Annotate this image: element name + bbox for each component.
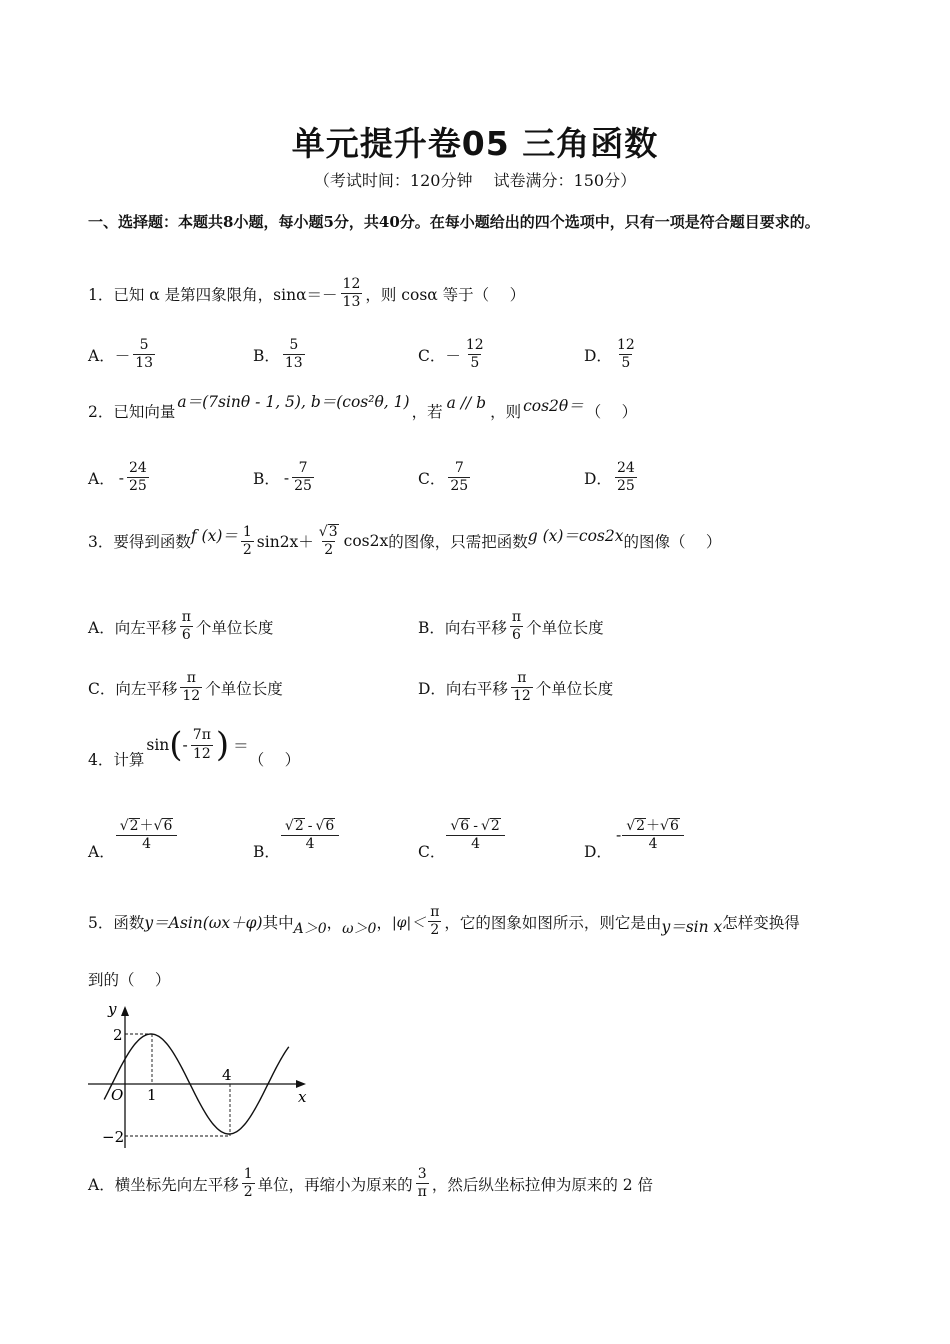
q1-text-a: 1．已知 α 是第四象限角，sinα＝－	[88, 285, 338, 304]
frac-den: 6	[512, 627, 521, 644]
q2-text-d: （ ）	[585, 403, 638, 421]
x-label: x	[298, 1088, 307, 1106]
q3-option-d[interactable]	[418, 671, 613, 705]
q4-option-d[interactable]	[584, 818, 685, 862]
frac-den: π	[417, 1184, 427, 1201]
option-label: B．	[253, 469, 280, 488]
q2-option-d[interactable]	[584, 461, 640, 495]
q2-b-fraction	[292, 461, 314, 495]
radical-sign: √	[284, 818, 294, 834]
frac-num: π	[430, 904, 440, 920]
frac-den: 25	[616, 478, 635, 495]
option-label: A．向左平移	[88, 618, 177, 637]
sign: -	[283, 468, 290, 487]
operator: ＋	[139, 818, 154, 834]
option-label: D．	[584, 843, 612, 862]
frac-num: π	[511, 609, 522, 625]
q5-func-expr: y＝Asin(ωx＋φ)	[144, 913, 263, 932]
q5-text-b: 其中	[262, 913, 294, 932]
q3-f-term1: sin2x＋	[256, 533, 314, 552]
q5-cond-a: A＞0	[293, 920, 327, 937]
q5-a-fraction-1	[242, 1167, 255, 1201]
option-tail: 个单位长度	[195, 618, 274, 637]
frac-den: 12	[192, 745, 211, 762]
q3-option-b[interactable]	[418, 610, 604, 644]
option-label: A．横坐标先向左平移	[88, 1175, 239, 1194]
q4-option-a[interactable]	[88, 818, 178, 862]
q1-fraction	[341, 277, 363, 311]
q2-option-c[interactable]	[418, 461, 473, 495]
sine-graph	[84, 998, 314, 1150]
q1-frac-num: 12	[342, 276, 361, 292]
q3-text-a: 3．要得到函数	[88, 533, 191, 552]
option-label: A．	[88, 843, 115, 862]
q2-text-b: ，若	[411, 403, 443, 421]
option-label: C．	[418, 469, 446, 488]
radicand: 6	[325, 818, 335, 834]
x-axis-arrow	[296, 1080, 306, 1088]
left-paren: (	[169, 725, 183, 765]
frac-den: 12	[182, 688, 201, 705]
radicand: 6	[460, 818, 470, 834]
option-label: B．	[253, 346, 280, 365]
q3-option-a[interactable]	[88, 610, 273, 644]
radical-sign: √	[450, 818, 460, 834]
sign: -	[118, 468, 124, 487]
y-axis-arrow	[121, 1006, 129, 1016]
radicand: 2	[129, 818, 139, 834]
radical-sign: √	[318, 524, 328, 540]
q3-f-lhs: f (x)＝	[190, 527, 238, 546]
operator: -	[473, 818, 478, 834]
option-label: A．	[88, 346, 115, 365]
option-tail: 个单位长度	[535, 679, 614, 698]
frac-den: 2	[242, 541, 252, 558]
radicand: 3	[328, 524, 338, 540]
frac-den: 25	[128, 478, 147, 495]
q4-sin: sin	[146, 736, 170, 754]
frac-den: 5	[621, 355, 631, 372]
frac-num: 5	[139, 337, 149, 353]
frac-num: 24	[128, 460, 147, 476]
operator: ＋	[646, 818, 661, 834]
option-mid: 单位，再缩小为原来的	[257, 1175, 413, 1194]
frac-num: π	[181, 609, 191, 625]
option-label: A．	[88, 469, 115, 488]
q2-vector-expr: a＝(7sinθ - 1, 5), b＝(cos²θ, 1)	[177, 393, 410, 411]
q5-text-c: ，它的图象如图所示，则它是由	[444, 913, 662, 932]
option-label: B．	[253, 843, 280, 862]
frac-den: 25	[294, 478, 312, 495]
q1-option-c[interactable]	[418, 338, 489, 372]
q3-g-expr: g (x)＝cos2x	[527, 527, 624, 546]
q1-option-b[interactable]	[253, 338, 308, 372]
question-1-stem	[88, 277, 525, 311]
q4-a-fraction	[118, 818, 176, 853]
radicand: 2	[294, 818, 304, 834]
frac-num: π	[517, 670, 527, 686]
frac-den: 5	[470, 355, 480, 372]
frac-den: 25	[450, 478, 469, 495]
q2-parallel-cond: a // b	[446, 394, 487, 412]
frac-num: 7	[298, 460, 308, 476]
radical-sign: √	[153, 818, 163, 834]
radicand: 2	[490, 818, 500, 834]
origin-label: O	[111, 1086, 124, 1104]
frac-den: 2	[324, 542, 334, 559]
q2-text-c: ，则	[490, 403, 522, 421]
section-heading: 一、选择题：本题共8小题，每小题5分，共40分。在每小题给出的四个选项中，只有一项是符合题目要求的。	[88, 213, 820, 231]
q3-f-term2: cos2x	[343, 532, 389, 551]
option-tail: ，然后纵坐标拉伸为原来的 2 倍	[431, 1175, 654, 1194]
q5-sin-x: y＝sin x	[661, 917, 723, 936]
option-label: C．向左平移	[88, 679, 178, 698]
q5-cond-phi: |φ|＜	[391, 914, 426, 931]
question-2-stem	[88, 393, 638, 422]
frac-num: 1	[242, 523, 252, 540]
frac-den: 4	[281, 835, 339, 852]
frac-num: 5	[289, 337, 299, 353]
q5-phi-fraction	[428, 905, 441, 939]
radical-sign: √	[315, 818, 325, 834]
q5-text-a: 5．函数	[88, 913, 145, 932]
q4-fraction	[191, 728, 213, 762]
q3-c-fraction	[180, 671, 202, 705]
frac-den: 4	[116, 835, 178, 852]
separator: ，	[376, 913, 392, 932]
frac-den: 4	[622, 835, 684, 852]
q3-option-c[interactable]	[88, 671, 283, 705]
q4-text-b: （ ）	[248, 751, 301, 769]
separator: ，	[326, 913, 343, 932]
q2-option-a[interactable]	[88, 461, 152, 495]
option-label: D．	[584, 469, 612, 488]
radical-sign: √	[119, 818, 129, 834]
option-label: C．	[418, 843, 446, 862]
frac-num: 1	[243, 1166, 253, 1182]
q3-a-fraction	[180, 610, 193, 644]
q1-a-fraction	[133, 338, 155, 372]
option-label: D．向右平移	[418, 679, 508, 698]
frac-num: 24	[616, 460, 635, 476]
q5-stem-continued: 到的（ ）	[88, 971, 171, 989]
frac-den: 2	[430, 922, 440, 939]
frac-num: 12	[616, 337, 635, 353]
q4-c-fraction	[448, 818, 502, 853]
frac-num: 7	[454, 460, 464, 476]
frac-den: 13	[135, 355, 154, 372]
q1-c-fraction	[464, 338, 486, 372]
q4-option-c[interactable]	[418, 818, 506, 862]
q1-d-fraction	[615, 338, 637, 372]
q3-d-fraction	[511, 671, 533, 705]
q1-option-a[interactable]	[88, 338, 158, 372]
tick-2: 2	[113, 1026, 123, 1044]
q2-a-fraction	[127, 461, 149, 495]
option-label: C．	[418, 346, 446, 365]
q4-text-a: 4．计算	[88, 751, 145, 769]
q2-option-b[interactable]	[253, 461, 317, 495]
q5-cond-omega: ω＞0	[342, 920, 377, 937]
radical-sign: √	[626, 818, 636, 834]
frac-num: 12	[465, 337, 484, 353]
q2-text-a: 2．已知向量	[88, 403, 176, 421]
q3-frac-1	[241, 525, 254, 559]
q3-b-fraction	[510, 610, 523, 644]
q1-text-b: ，则 cosα 等于（ ）	[365, 285, 526, 304]
option-tail: 个单位长度	[526, 618, 604, 637]
y-label: y	[108, 1000, 117, 1018]
q2-d-fraction	[615, 461, 637, 495]
radicand: 2	[636, 818, 646, 834]
frac-den: 12	[512, 688, 531, 705]
q1-frac-den: 13	[342, 294, 361, 311]
radicand: 6	[669, 818, 679, 834]
q4-neg: -	[182, 736, 188, 754]
q4-eq: ＝	[233, 737, 249, 755]
right-paren: )	[215, 725, 230, 765]
exam-info: （考试时间：120分钟 试卷满分：150分）	[313, 171, 637, 190]
frac-den: 4	[446, 835, 504, 852]
frac-num: 7π	[192, 727, 211, 744]
q5-a-fraction-2	[416, 1167, 429, 1201]
frac-num: π	[186, 670, 196, 686]
option-label: D．	[584, 346, 612, 365]
q3-text-c: 的图像（ ）	[623, 533, 722, 552]
q4-d-fraction	[624, 818, 682, 853]
sign: －	[445, 346, 461, 365]
q3-frac-2	[317, 524, 341, 559]
radical-sign: √	[480, 818, 490, 834]
q1-b-fraction	[283, 338, 305, 372]
q2-c-fraction	[448, 461, 470, 495]
frac-num: 3	[417, 1166, 427, 1182]
question-5-stem	[88, 905, 800, 939]
option-tail: 个单位长度	[205, 679, 283, 698]
question-4-stem	[88, 725, 301, 769]
radical-sign: √	[660, 818, 669, 834]
q2-cos2theta: cos2θ＝	[523, 397, 584, 415]
operator: -	[307, 818, 313, 834]
tick-4: 4	[222, 1066, 232, 1084]
sign: -	[615, 826, 622, 845]
question-3-stem	[88, 524, 721, 559]
q4-option-b[interactable]	[253, 818, 340, 862]
q5-text-d: 怎样变换得	[722, 913, 800, 932]
tick-neg2: −2	[102, 1128, 125, 1146]
frac-den: 13	[284, 355, 303, 372]
frac-den: 6	[181, 627, 191, 644]
q4-b-fraction	[283, 818, 337, 853]
option-label: B．向右平移	[418, 618, 507, 637]
tick-1: 1	[147, 1086, 157, 1104]
frac-den: 2	[243, 1184, 253, 1201]
q3-text-b: 的图像，只需把函数	[388, 533, 528, 552]
sign: －	[114, 346, 131, 365]
q5-option-a[interactable]	[88, 1167, 653, 1201]
page-title: 单元提升卷05 三角函数	[291, 124, 659, 163]
radicand: 6	[163, 818, 173, 834]
q1-option-d[interactable]	[584, 338, 640, 372]
